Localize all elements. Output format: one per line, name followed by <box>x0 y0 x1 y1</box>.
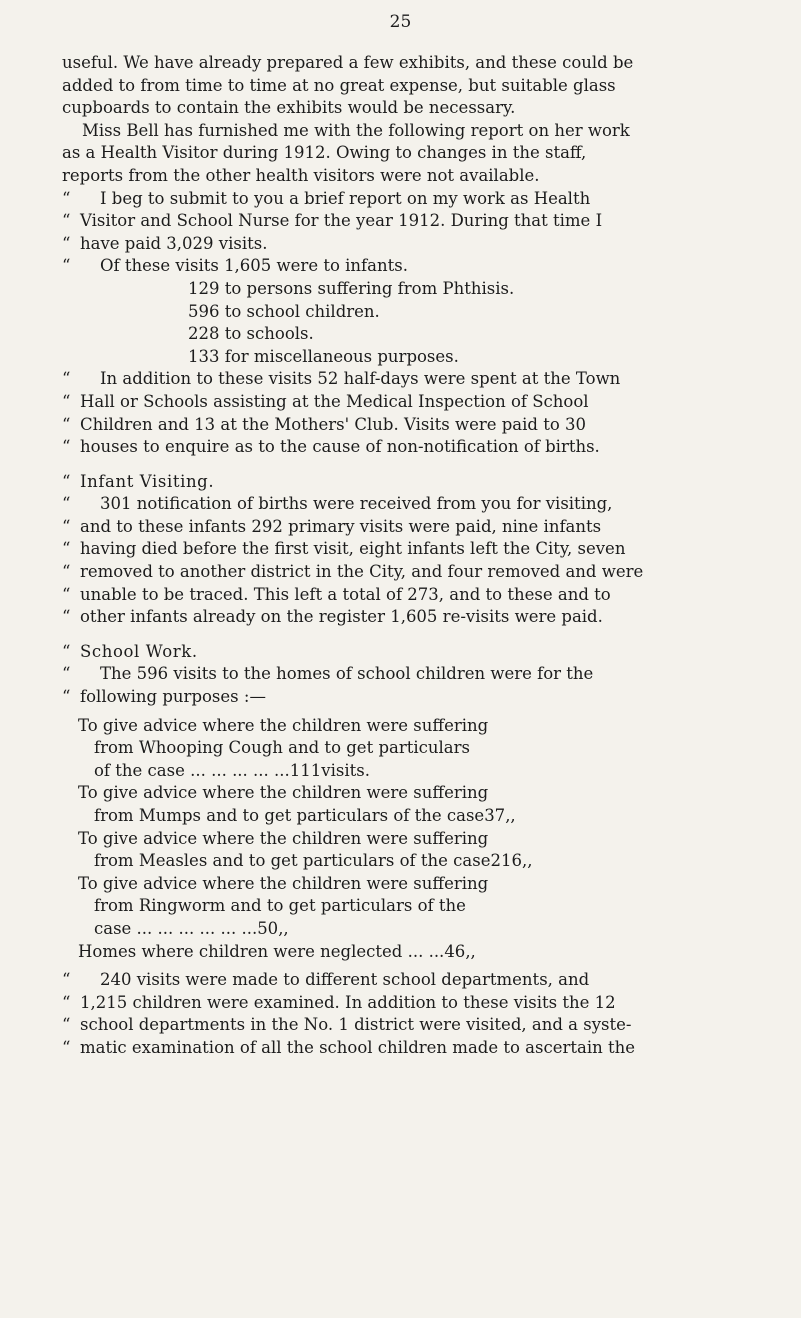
table-cell-text: from Measles and to get particulars of the case <box>94 851 491 871</box>
text-line: Visitor and School Nurse for the year 1912. During that time I <box>80 211 603 231</box>
quote-mark: “ <box>62 1015 71 1035</box>
quote-mark: “ <box>62 664 71 684</box>
quote-mark: “ <box>62 516 71 536</box>
text-line: cupboards to contain the exhibits would be necessary. <box>62 98 516 118</box>
list-item: 596 to school children. <box>188 301 380 321</box>
text-line: have paid 3,029 visits. <box>80 233 268 253</box>
table-cell-text: To give advice where the children were suffering <box>78 828 489 848</box>
quote-mark: “ <box>62 414 71 434</box>
text-line: having died before the first visit, eight infants left the City, seven <box>80 539 626 559</box>
section-heading: School Work. <box>80 641 198 661</box>
table-cell-text: of the case ... ... ... ... ... <box>94 760 290 780</box>
table-row <box>62 941 772 964</box>
text-line: school departments in the No. 1 district were visited, and a syste- <box>80 1015 632 1035</box>
text-line: 240 visits were made to different school departments, and <box>100 970 590 990</box>
visit-unit: ,, <box>505 806 516 825</box>
text-line: reports from the other health visitors were not available. <box>62 165 540 185</box>
table-row <box>62 873 772 896</box>
quote-mark: “ <box>62 992 71 1012</box>
text-line: 301 notification of births were received from you for visiting, <box>100 494 613 514</box>
table-cell-text: To give advice where the children were suffering <box>78 715 489 735</box>
text-line: houses to enquire as to the cause of non-notification of births. <box>80 437 600 457</box>
text-line: following purposes :— <box>80 687 266 707</box>
quote-mark: “ <box>62 562 71 582</box>
table-row <box>62 895 772 918</box>
table-cell-text: To give advice where the children were suffering <box>78 783 489 803</box>
quote-mark: “ <box>62 584 71 604</box>
text-line: useful. We have already prepared a few exhibits, and these could be <box>62 53 634 72</box>
text-line: added to from time to time at no great expense, but suitable glass <box>62 75 616 95</box>
visit-count: 111 <box>289 760 322 780</box>
quote-mark: “ <box>62 188 71 208</box>
quote-mark: “ <box>62 641 71 661</box>
text-line: The 596 visits to the homes of school children were for the <box>100 664 594 684</box>
quote-mark: “ <box>62 256 71 276</box>
text-line: In addition to these visits 52 half-days were spent at the Town <box>100 369 621 389</box>
text-line: matic examination of all the school children made to ascertain the <box>80 1037 636 1057</box>
table-cell-text: To give advice where the children were suffering <box>78 873 489 893</box>
quote-mark: “ <box>62 607 71 627</box>
quote-mark: “ <box>62 970 71 990</box>
text-line: Of these visits 1,605 were to infants. <box>100 256 408 276</box>
visit-count: 37 <box>484 806 506 825</box>
table-row <box>62 737 772 760</box>
section-heading: Infant Visiting. <box>80 471 215 491</box>
table-cell-text: from Ringworm and to get particulars of the <box>94 896 466 916</box>
table-row <box>62 715 772 738</box>
table-row <box>62 805 772 828</box>
table-cell-text: case ... ... ... ... ... ... <box>94 918 258 938</box>
text-line: other infants already on the register 1,605 re-visits were paid. <box>80 607 603 627</box>
visit-unit: ,, <box>465 941 476 961</box>
table-cell-text: from Whooping Cough and to get particulars <box>94 738 470 758</box>
quote-mark: “ <box>62 369 71 389</box>
table-row <box>62 760 772 783</box>
quote-mark: “ <box>62 471 71 491</box>
list-item: 129 to persons suffering from Phthisis. <box>188 278 515 298</box>
text-line: I beg to submit to you a brief report on my work as Health <box>100 188 591 208</box>
quote-mark: “ <box>62 233 71 253</box>
table-cell-text: Homes where children were neglected ... ... <box>78 941 445 961</box>
table-row <box>62 828 772 851</box>
list-item: 228 to schools. <box>188 324 314 344</box>
text-line: unable to be traced. This left a total of 273, and to these and to <box>80 584 611 604</box>
quote-mark: “ <box>62 211 71 231</box>
text-line: Hall or Schools assisting at the Medical Inspection of School <box>80 391 589 411</box>
visit-unit: ,, <box>278 918 289 938</box>
text-line: Children and 13 at the Mothers' Club. Visits were paid to 30 <box>80 414 587 434</box>
text-line: and to these infants 292 primary visits were paid, nine infants <box>80 516 602 536</box>
quote-mark: “ <box>62 539 71 559</box>
visit-count: 216 <box>490 851 522 871</box>
table-row <box>62 782 772 805</box>
table-row <box>62 918 772 941</box>
list-item: 133 for miscellaneous purposes. <box>188 346 459 366</box>
page-body <box>62 52 772 1060</box>
visit-unit: ,, <box>521 851 533 871</box>
page-number: 25 <box>389 12 412 32</box>
text-line: as a Health Visitor during 1912. Owing to changes in the staff, <box>62 143 587 163</box>
quote-mark: “ <box>62 391 71 411</box>
quote-mark: “ <box>62 687 71 707</box>
school-visits-table <box>62 715 772 964</box>
text-line: Miss Bell has furnished me with the following report on her work <box>82 120 630 140</box>
quote-mark: “ <box>62 494 71 514</box>
visit-count: 46 <box>444 941 466 961</box>
quote-mark: “ <box>62 1037 71 1057</box>
text-line: 1,215 children were examined. In addition to these visits the 12 <box>80 992 616 1012</box>
table-row <box>62 850 772 873</box>
table-cell-text: from Mumps and to get particulars of the case <box>94 806 485 825</box>
visit-count: 50 <box>257 918 279 938</box>
visit-unit: visits. <box>321 760 370 780</box>
quote-mark: “ <box>62 437 71 457</box>
text-line: removed to another district in the City, and four removed and were <box>80 562 644 582</box>
